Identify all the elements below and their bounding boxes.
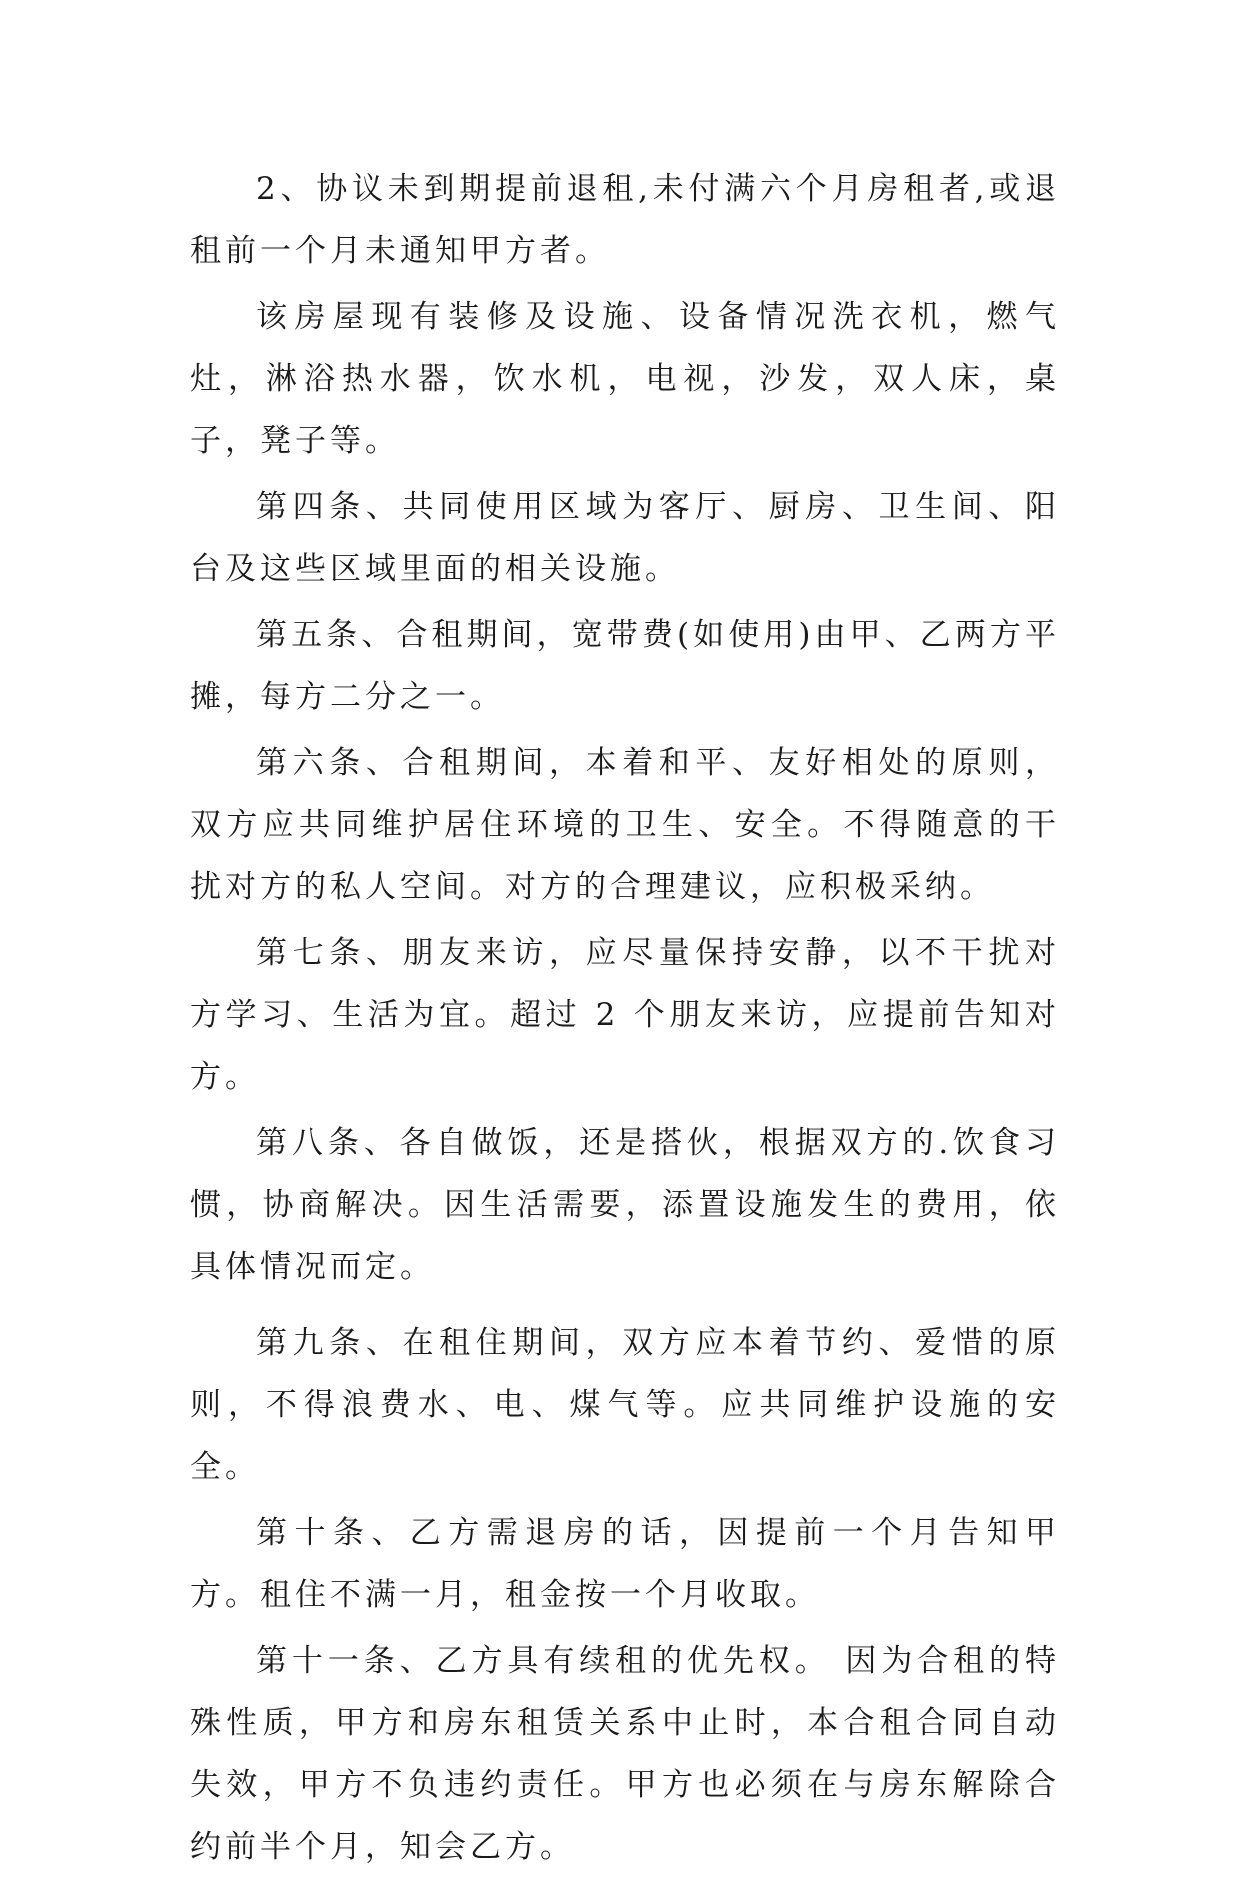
paragraph-article-10: 第十条、乙方需退房的话，因提前一个月告知甲方。租住不满一月，租金按一个月收取。 xyxy=(190,1515,1060,1613)
paragraph-article-6: 第六条、合租期间，本着和平、友好相处的原则，双方应共同维护居住环境的卫生、安全。不得随意的干扰对方的私人空间。对方的合理建议，应积极采纳。 xyxy=(190,745,1060,905)
paragraph-article-4: 第四条、共同使用区域为客厅、厨房、卫生间、阳台及这些区域里面的相关设施。 xyxy=(190,489,1060,587)
document-page xyxy=(190,158,1060,1882)
paragraph-facilities: 该房屋现有装修及设施、设备情况洗衣机，燃气灶，淋浴热水器，饮水机，电视，沙发，双人床，桌子，凳子等。 xyxy=(190,299,1060,459)
paragraph-article-11: 第十一条、乙方具有续租的优先权。 因为合租的特殊性质，甲方和房东租赁关系中止时，本合租合同自动失效，甲方不负违约责任。甲方也必须在与房东解除合约前半个月，知会乙方。 xyxy=(190,1643,1060,1865)
paragraph-article-8: 第八条、各自做饭，还是搭伙，根据双方的.饮食习惯，协商解决。因生活需要，添置设施发生的费用，依具体情况而定。 xyxy=(190,1125,1060,1285)
paragraph-article-5: 第五条、合租期间，宽带费(如使用)由甲、乙两方平摊，每方二分之一。 xyxy=(190,617,1060,715)
paragraph-article-9: 第九条、在租住期间，双方应本着节约、爱惜的原则，不得浪费水、电、煤气等。应共同维护设施的安全。 xyxy=(190,1325,1060,1485)
paragraph-article-7: 第七条、朋友来访，应尽量保持安静，以不干扰对方学习、生活为宜。超过 2 个朋友来访，应提前告知对方。 xyxy=(190,935,1060,1095)
paragraph-early-termination: 2、协议未到期提前退租,未付满六个月房租者,或退租前一个月未通知甲方者。 xyxy=(190,171,1060,269)
